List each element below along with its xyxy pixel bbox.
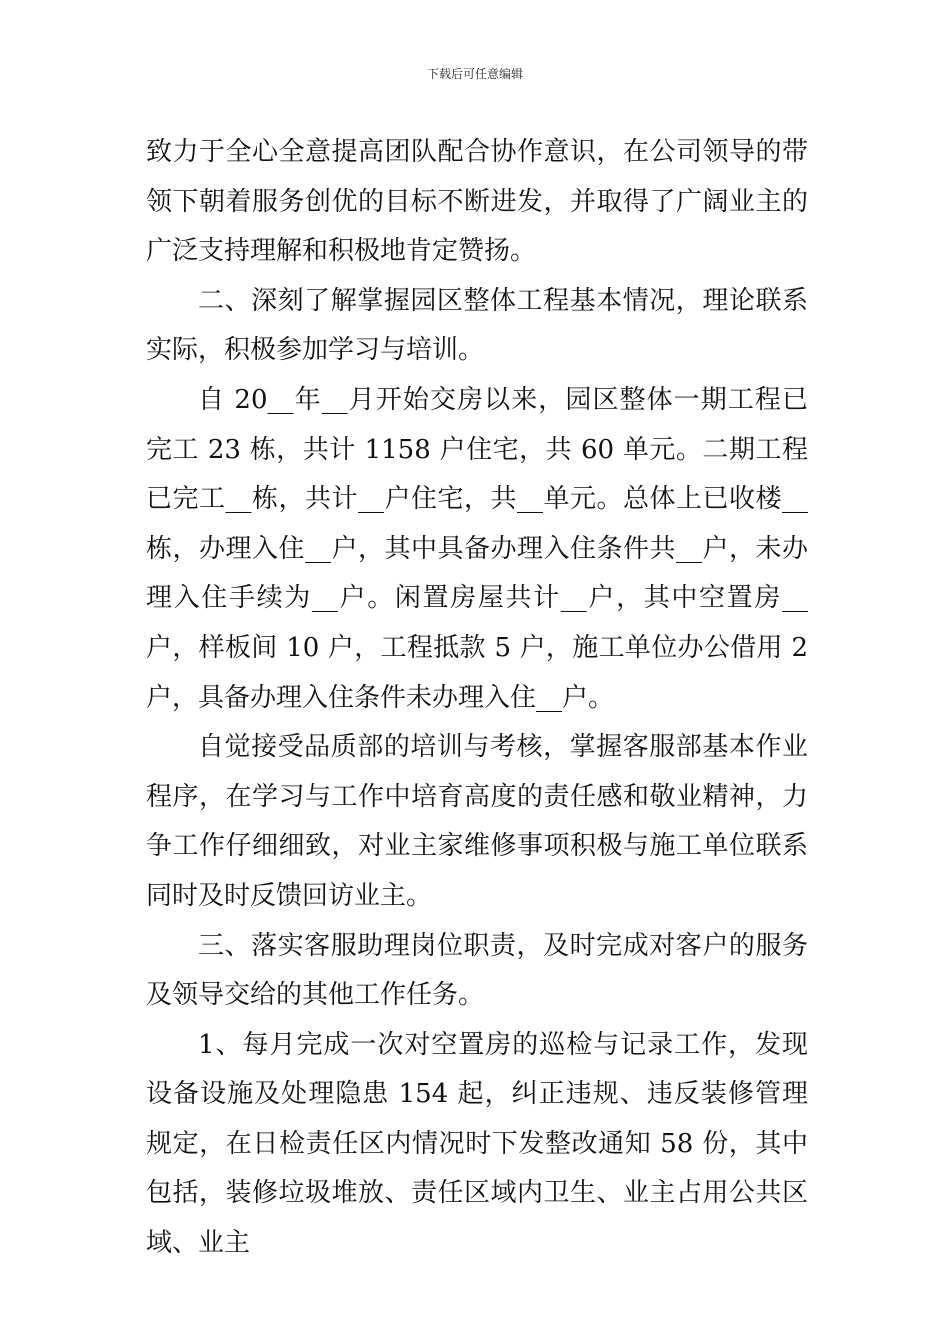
page-header: 下载后可任意编辑 [426,67,523,81]
document-body [146,128,808,1269]
paragraph-1: 致力于全心全意提高团队配合协作意识，在公司领导的带领下朝着服务创优的目标不断进发，并取得了广阔业主的广泛支持理解和积极地肯定赞扬。 [146,137,808,267]
paragraph-2-section-heading: 二、深刻了解掌握园区整体工程基本情况，理论联系实际，积极参加学习与培训。 [146,285,808,366]
paragraph-3: 自 20__年__月开始交房以来，园区整体一期工程已完工 23 栋，共计 1158 户住宅，共 60 单元。二期工程已完工__栋，共计__户住宅，共__单元。总体上已收楼__栋，办理入住__户，其中具备办理入住条件共__户，未办理入住手续为__户。闲置房屋共计__户，其中空置房__户，样板间 10 户，工程抵款 5 户，施工单位办公借用 2 户，具备办理入住条件未办理入住__户。 [146,384,808,713]
paragraph-4: 自觉接受品质部的培训与考核，掌握客服部基本作业程序，在学习与工作中培育高度的责任感和敬业精神，力争工作仔细细致，对业主家维修事项积极与施工单位联系同时及时反馈回访业主。 [146,732,808,911]
paragraph-5-section-heading: 三、落实客服助理岗位职责，及时完成对客户的服务及领导交给的其他工作任务。 [146,930,808,1011]
paragraph-6: 1、每月完成一次对空置房的巡检与记录工作，发现设备设施及处理隐患 154 起，纠正违规、违反装修管理规定，在日检责任区内情况时下发整改通知 58 份，其中包括，装修垃圾堆放、责任区域内卫生、业主占用公共区域、业主 [146,1029,808,1259]
